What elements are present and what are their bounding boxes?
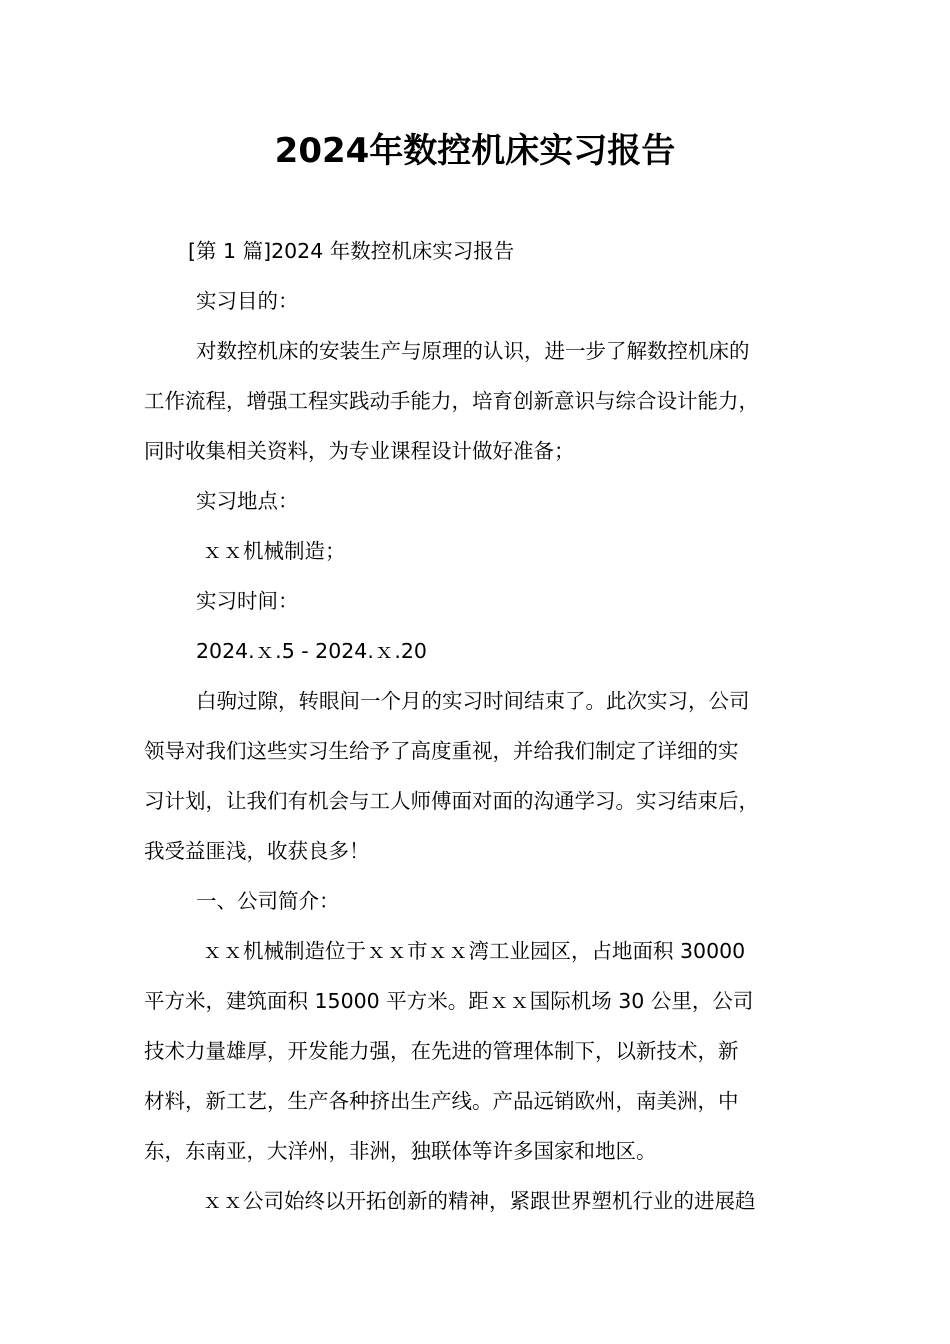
text-line: 实习地点： <box>196 489 299 513</box>
text-line: 工作流程，增强工程实践动手能力，培育创新意识与综合设计能力， <box>144 389 759 413</box>
text-line: 平方米，建筑面积 15000 平方米。距ｘｘ国际机场 30 公里，公司 <box>144 989 754 1013</box>
text-line: 习计划，让我们有机会与工人师傅面对面的沟通学习。实习结束后， <box>144 789 759 813</box>
text-line: 领导对我们这些实习生给予了高度重视，并给我们制定了详细的实 <box>144 739 739 763</box>
document-body <box>144 226 814 1226</box>
text-line: 2024.ｘ.5 - 2024.ｘ.20 <box>196 639 427 663</box>
text-line: 东，东南亚，大洋州，非洲，独联体等许多国家和地区。 <box>144 1139 657 1163</box>
text-line: 同时收集相关资料，为专业课程设计做好准备； <box>144 439 575 463</box>
text-line: ｘｘ公司始终以开拓创新的精神，紧跟世界塑机行业的进展趋 <box>202 1189 756 1213</box>
text-line: ｘｘ机械制造位于ｘｘ市ｘｘ湾工业园区，占地面积 30000 <box>202 939 746 963</box>
document-title: 2024年数控机床实习报告 <box>274 131 676 171</box>
text-line: 实习时间： <box>196 589 299 613</box>
text-line: [第 1 篇]2024 年数控机床实习报告 <box>188 239 515 263</box>
text-line: 技术力量雄厚，开发能力强，在先进的管理体制下，以新技术，新 <box>144 1039 739 1063</box>
text-line: 实习目的： <box>196 289 299 313</box>
text-line: 我受益匪浅，收获良多！ <box>144 839 370 863</box>
text-line: 材料，新工艺，生产各种挤出生产线。产品远销欧州，南美洲，中 <box>144 1089 739 1113</box>
text-line: 白驹过隙，转眼间一个月的实习时间结束了。此次实习，公司 <box>196 689 750 713</box>
text-line: 一、公司简介： <box>196 889 340 913</box>
text-line: 对数控机床的安装生产与原理的认识，进一步了解数控机床的 <box>196 339 750 363</box>
text-line: ｘｘ机械制造； <box>202 539 346 563</box>
